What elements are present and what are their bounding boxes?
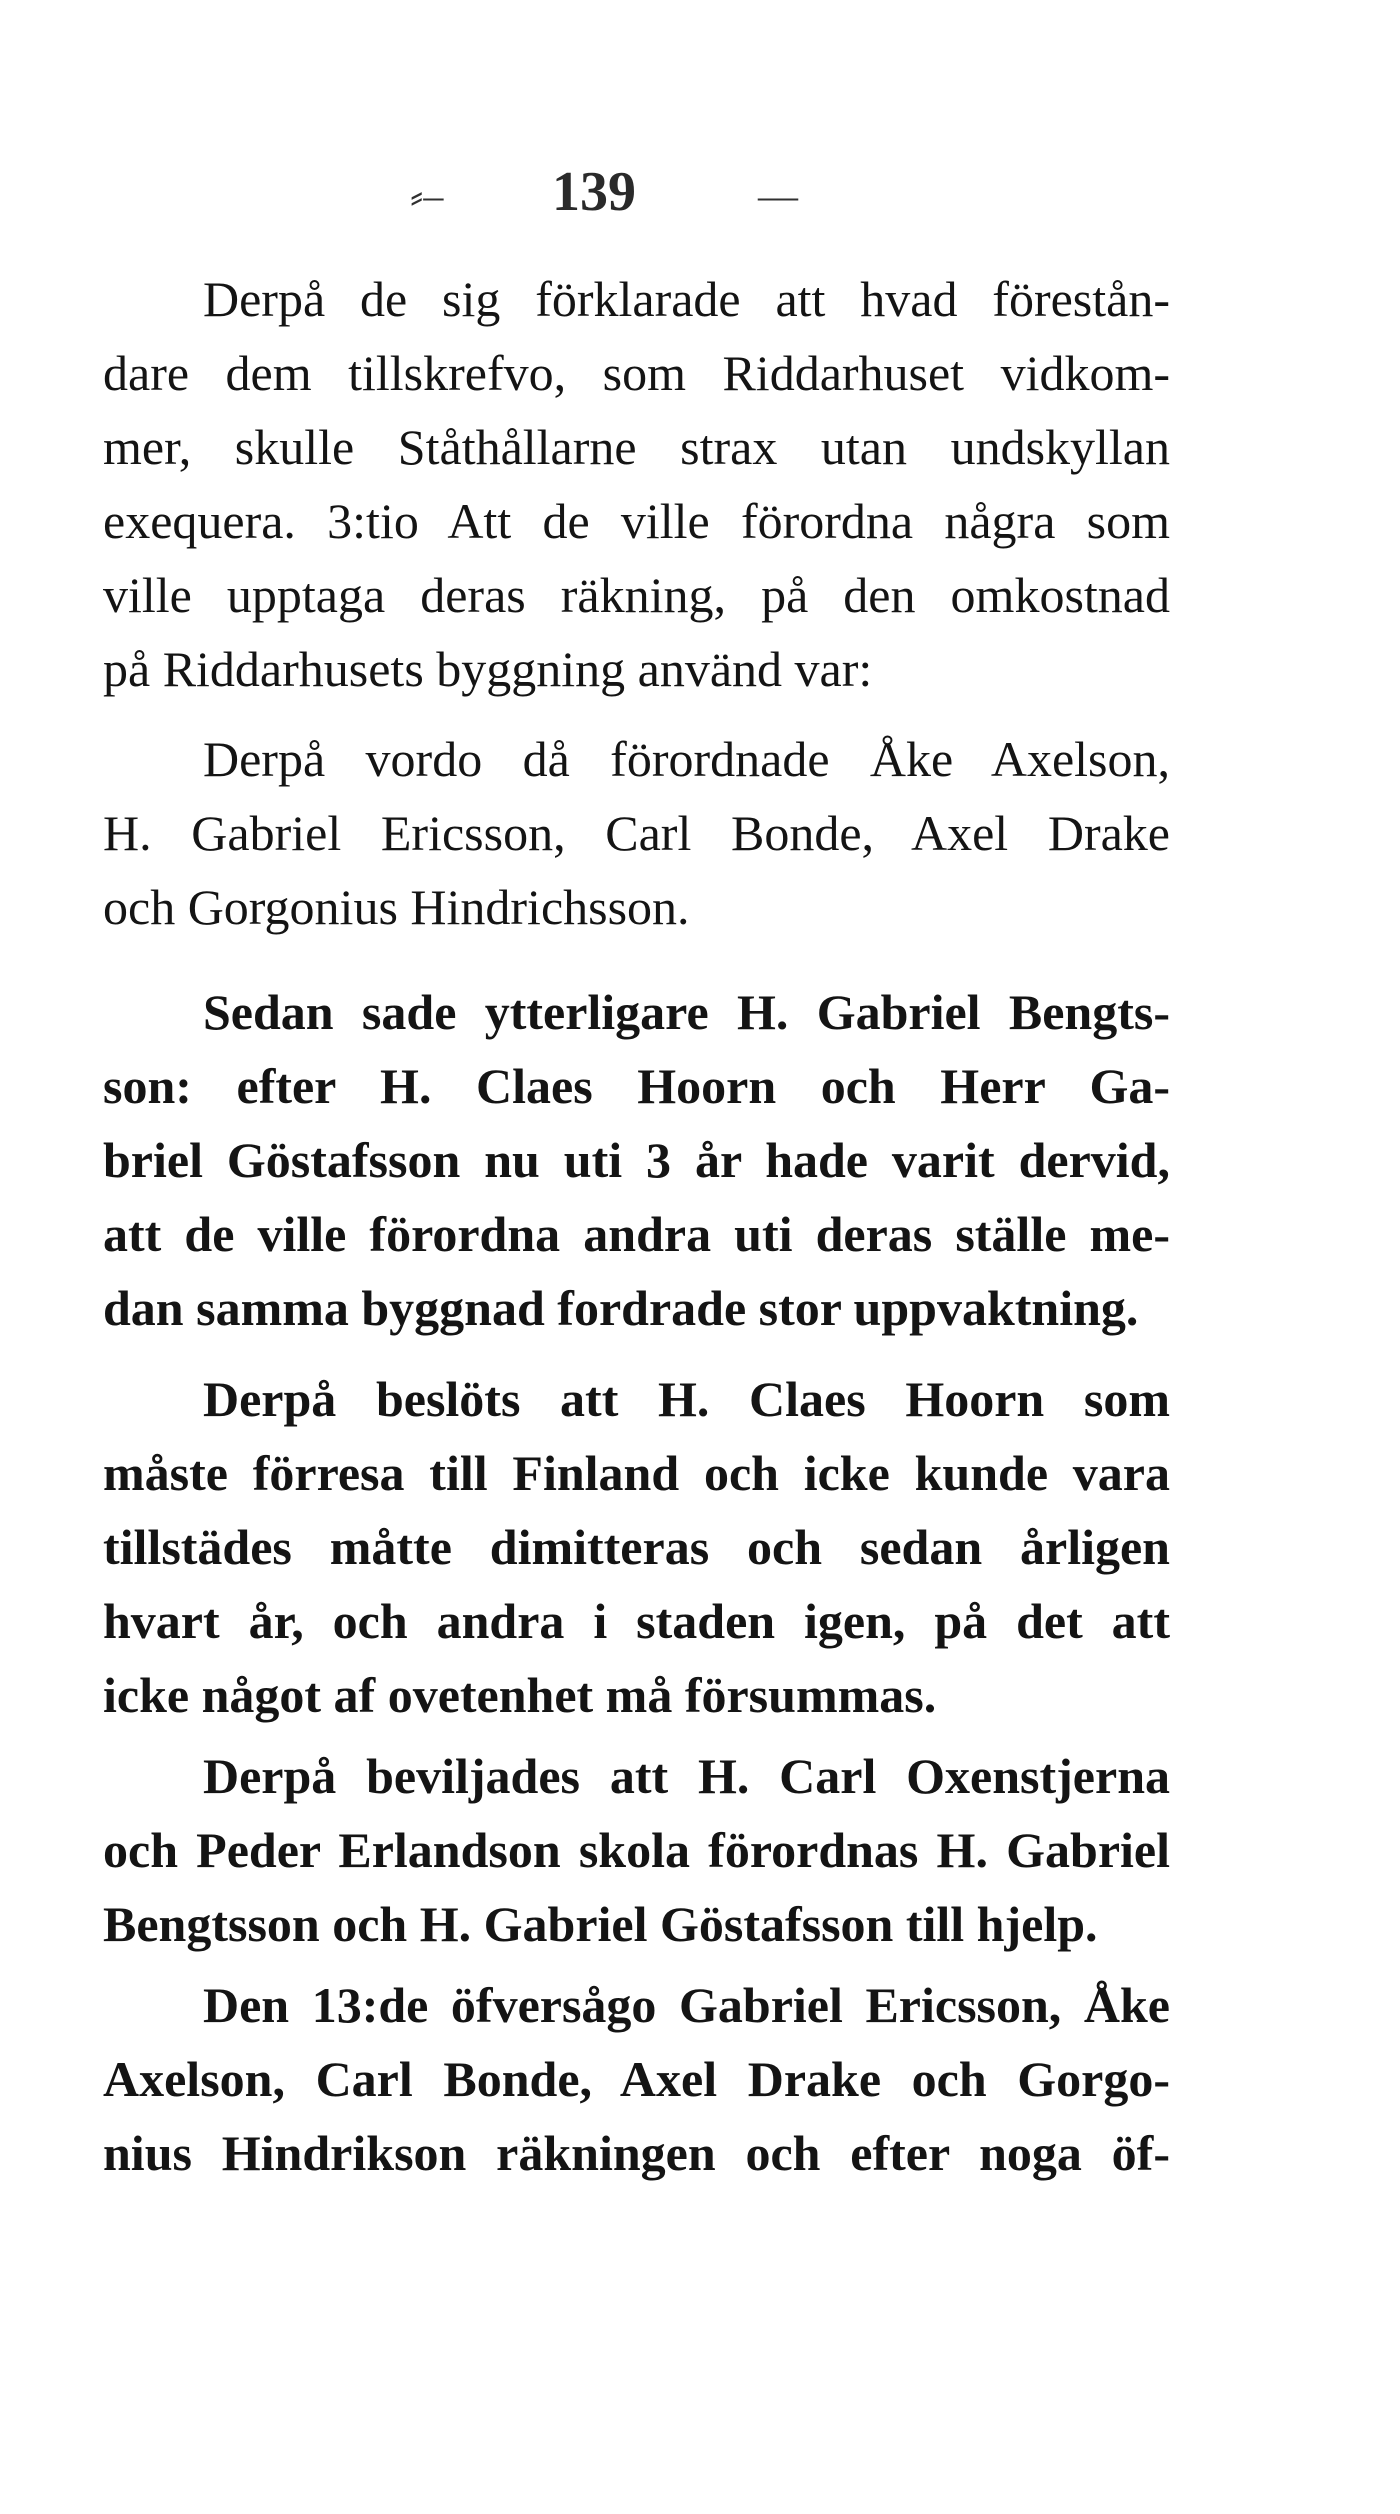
header-left-mark: ⸗–: [410, 173, 444, 218]
text-line: Derpå beviljades att H. Carl Oxenstjerna: [203, 1748, 1170, 1804]
text-line: exequera. 3:tio Att de ville förordna några som: [103, 493, 1170, 549]
paragraph-2: [103, 722, 1170, 944]
text-line: ville upptaga deras räkning, på den omkostnad: [103, 567, 1170, 623]
text-line: Axelson, Carl Bonde, Axel Drake och Gorgo-: [103, 2051, 1170, 2107]
text-line: tillstädes måtte dimitteras och sedan årligen: [103, 1519, 1170, 1575]
text-line: Derpå de sig förklarade att hvad förestån-: [203, 271, 1170, 327]
text-line: son: efter H. Claes Hoorn och Herr Ga-: [103, 1058, 1170, 1114]
text-line: mer, skulle Ståthållarne strax utan undskyllan: [103, 419, 1170, 475]
header-right-mark: ––: [758, 173, 798, 218]
text-line: att de ville förordna andra uti deras ställe me-: [103, 1206, 1170, 1262]
text-line: måste förresa till Finland och icke kunde vara: [103, 1445, 1170, 1501]
text-line: Den 13:de öfversågo Gabriel Ericsson, Åke: [203, 1977, 1170, 2033]
text-line: nius Hindrikson räkningen och efter noga öf-: [103, 2125, 1170, 2181]
text-line: Derpå vordo då förordnade Åke Axelson,: [203, 731, 1170, 787]
paragraph-1: [103, 262, 1170, 706]
text-line: och Peder Erlandson skola förordnas H. Gabriel: [103, 1822, 1170, 1878]
text-line: dare dem tillskrefvo, som Riddarhuset vidkom-: [103, 345, 1170, 401]
text-line: Sedan sade ytterligare H. Gabriel Bengts-: [203, 984, 1170, 1040]
text-line: Bengtsson och H. Gabriel Göstafsson till hjelp.: [103, 1896, 1098, 1952]
text-line: på Riddarhusets byggning använd var:: [103, 641, 873, 697]
text-line: hvart år, och andra i staden igen, på det att: [103, 1593, 1170, 1649]
text-line: icke något af ovetenhet må försummas.: [103, 1667, 937, 1723]
text-line: Derpå beslöts att H. Claes Hoorn som: [203, 1371, 1170, 1427]
text-line: dan samma byggnad fordrade stor uppvaktning.: [103, 1280, 1139, 1336]
text-line: och Gorgonius Hindrichsson.: [103, 879, 690, 935]
page-number: 139: [552, 161, 636, 223]
page-header: [0, 158, 1400, 238]
text-line: H. Gabriel Ericsson, Carl Bonde, Axel Drake: [103, 805, 1170, 861]
paragraph-4: [103, 1362, 1170, 1732]
text-line: briel Göstafsson nu uti 3 år hade varit dervid,: [103, 1132, 1170, 1188]
paragraph-5: [103, 1739, 1170, 1961]
paragraph-6: [103, 1968, 1170, 2190]
paragraph-3: [103, 975, 1170, 1345]
